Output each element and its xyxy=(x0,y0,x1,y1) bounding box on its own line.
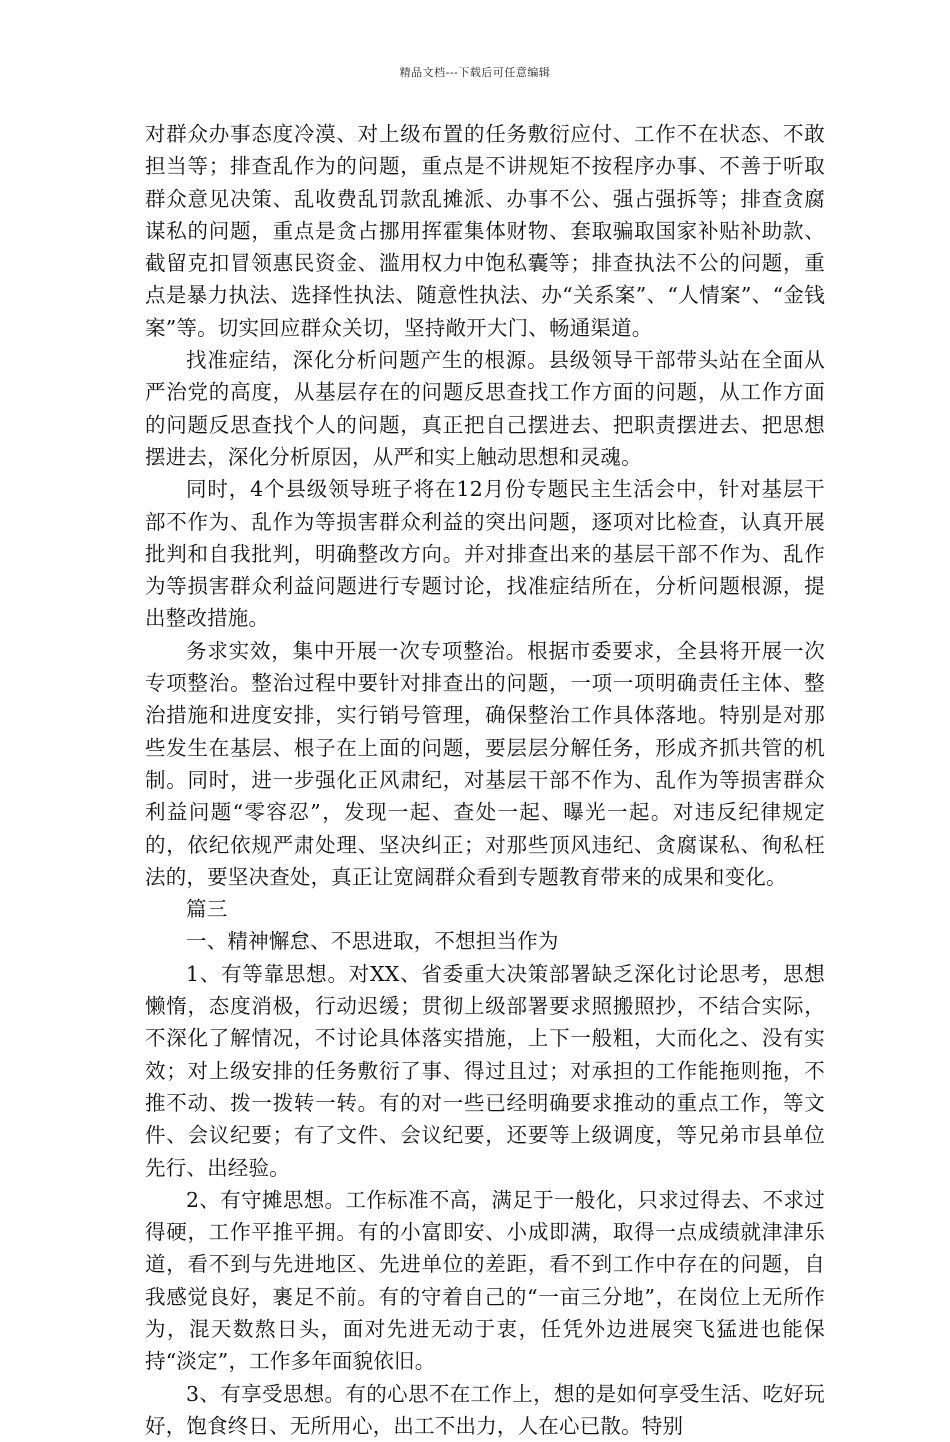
paragraph-status-quo-mindset: 2、有守摊思想。工作标准不高，满足于一般化，只求过得去、不求过得硬，工作平推平拥。有的小富即安、小成即满，取得一点成绩就津津乐道，看不到与先进地区、先进单位的差距，看不到工作中存在的问题，自我感觉良好，裹足不前。有的守着自己的“一亩三分地”，在岗位上无所作为，混天数熬日头，面对先进无动于衷，任凭外边进展突飞猛进也能保持“淡定”，工作多年面貌依旧。 xyxy=(145,1187,825,1374)
paragraph-find-root-cause: 找准症结，深化分析问题产生的根源。县级领导干部带头站在全面从严治党的高度，从基层存在的问题反思查找工作方面的问题，从工作方面的问题反思查找个人的问题，真正把自己摆进去、把职责摆进去、把思想摆进去，深化分析原因，从严和实上触动思想和灵魂。 xyxy=(145,348,825,469)
paragraph-special-rectification: 务求实效，集中开展一次专项整治。根据市委要求，全县将开展一次专项整治。整治过程中要针对排查出的问题，一项一项明确责任主体、整治措施和进度安排，实行销号管理，确保整治工作具体落地。特别是对那些发生在基层、根子在上面的问题，要层层分解任务，形成齐抓共管的机制。同时，进一步强化正风肃纪，对基层干部不作为、乱作为等损害群众利益问题“零容忍”，发现一起、查处一起、曝光一起。对违反纪律规定的，依纪依规严肃处理、坚决纠正；对那些顶风违纪、贪腐谋私、徇私枉法的，要坚决查处，真正让宽阔群众看到专题教育带来的成果和变化。 xyxy=(145,638,825,889)
document-body xyxy=(145,118,825,1442)
subheading-spiritual-slack: 一、精神懈怠、不思进取，不想担当作为 xyxy=(186,929,559,954)
paragraph-democratic-meeting: 同时，4个县级领导班子将在12月份专题民主生活会中，针对基层干部不作为、乱作为等损害群众利益的突出问题，逐项对比检查，认真开展批判和自我批判，明确整改方向。并对排查出来的基层干部不作为、乱作为等损害群众利益问题进行专题讨论，找准症结所在，分析问题根源，提出整改措施。 xyxy=(145,477,825,631)
paragraph-waiting-mindset: 1、有等靠思想。对XX、省委重大决策部署缺乏深化讨论思考，思想懒惰，态度消极，行动迟缓；贯彻上级部署要求照搬照抄，不结合实际，不深化了解情况，不讨论具体落实措施，上下一般粗，大而化之、没有实效；对上级安排的任务敷衍了事、得过且过；对承担的工作能拖则拖，不推不动、拨一拨转一转。有的对一些已经明确要求推动的重点工作，等文件、会议纪要；有了文件、会议纪要，还要等上级调度，等兄弟市县单位先行、出经验。 xyxy=(145,961,825,1180)
paragraph-enjoyment-mindset: 3、有享受思想。有的心思不在工作上，想的是如何享受生活、吃好玩好，饱食终日、无所用心，出工不出力，人在心已散。特别 xyxy=(145,1381,825,1438)
section-heading-part-three: 篇三 xyxy=(186,897,228,922)
paragraph-continued: 对群众办事态度冷漠、对上级布置的任务敷衍应付、工作不在状态、不敢担当等；排查乱作为的问题，重点是不讲规矩不按程序办事、不善于听取群众意见决策、乱收费乱罚款乱摊派、办事不公、强占强拆等；排查贪腐谋私的问题，重点是贪占挪用挥霍集体财物、套取骗取国家补贴补助款、截留克扣冒领惠民资金、滥用权力中饱私囊等；排查执法不公的问题，重点是暴力执法、选择性执法、随意性执法、办“关系案”、“人情案”、“金钱案”等。切实回应群众关切，坚持敞开大门、畅通渠道。 xyxy=(145,122,825,340)
page-header: 精品文档---下载后可任意编辑 xyxy=(399,66,551,79)
